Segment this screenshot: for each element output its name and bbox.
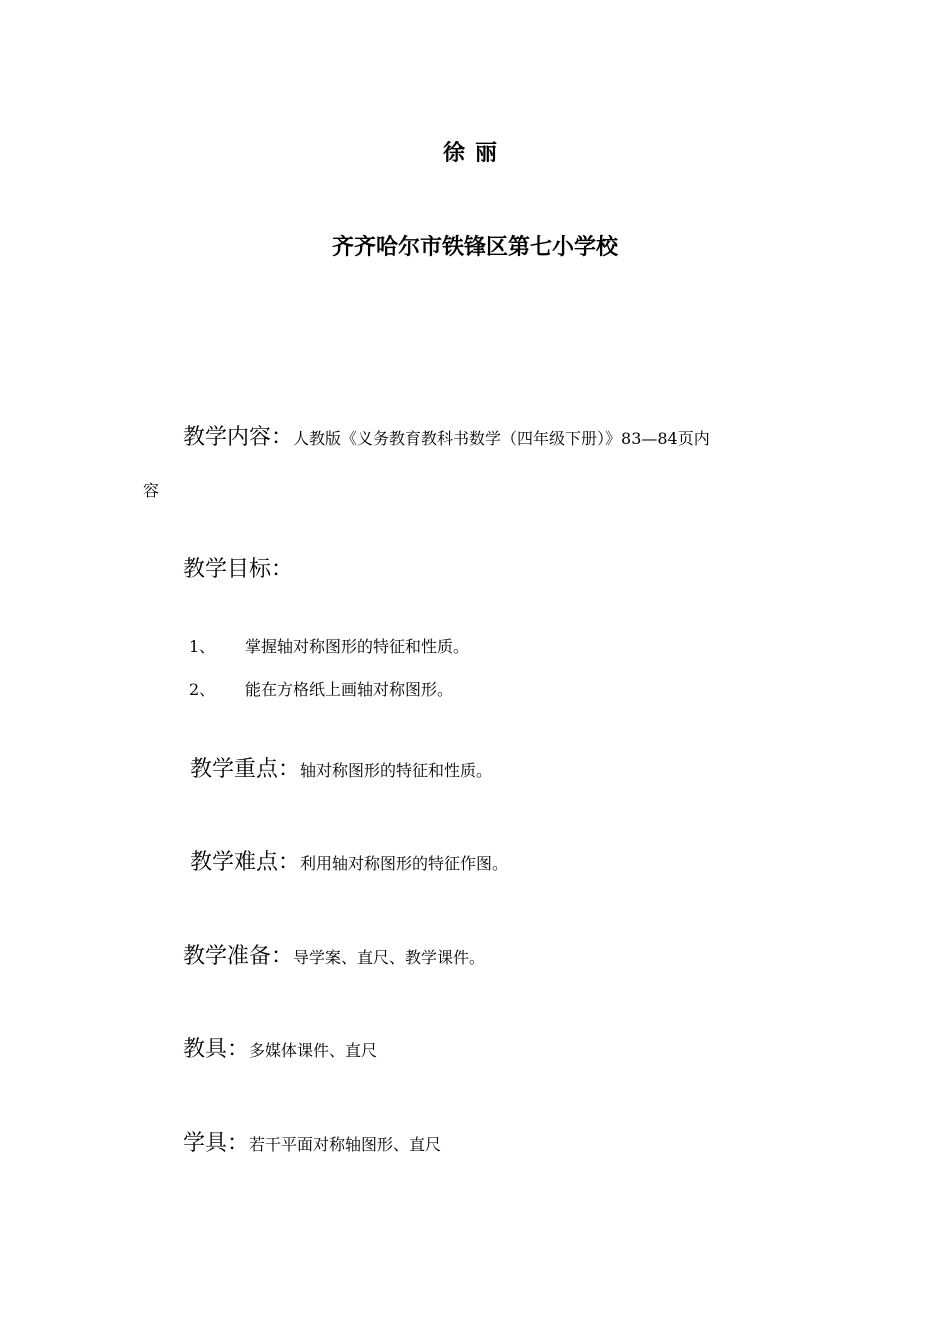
preparation-value: 导学案、直尺、教学课件。 <box>293 948 486 967</box>
teaching-content-line <box>183 420 710 451</box>
key-point-line <box>190 752 492 783</box>
teaching-aids-label: 教具： <box>183 1037 250 1062</box>
student-aids-line <box>183 1126 441 1157</box>
objective-text: 掌握轴对称图形的特征和性质。 <box>245 637 470 656</box>
difficulty-value: 利用轴对称图形的特征作图。 <box>300 854 509 873</box>
difficulty-label: 教学难点： <box>190 850 301 875</box>
objective-item <box>189 634 469 657</box>
teaching-aids-value: 多媒体课件、直尺 <box>249 1041 378 1060</box>
objective-item <box>189 677 453 700</box>
teaching-aids-line <box>183 1032 377 1063</box>
key-point-label: 教学重点： <box>190 757 301 782</box>
preparation-line <box>183 939 485 970</box>
teaching-content-label: 教学内容： <box>183 425 294 450</box>
teaching-content-continuation: 容 <box>143 481 160 500</box>
difficulty-line <box>190 845 508 876</box>
teaching-objectives-label: 教学目标： <box>183 557 294 582</box>
student-aids-value: 若干平面对称轴图形、直尺 <box>249 1135 442 1154</box>
student-aids-label: 学具： <box>183 1131 250 1156</box>
key-point-value: 轴对称图形的特征和性质。 <box>300 761 493 780</box>
author-name: 徐丽 <box>442 141 507 166</box>
objective-number: 2、 <box>189 680 216 699</box>
objective-number: 1、 <box>189 637 216 656</box>
teaching-content-value: 人教版《义务教育教科书数学（四年级下册）》83—84页内 <box>293 429 710 448</box>
objective-text: 能在方格纸上画轴对称图形。 <box>245 680 454 699</box>
preparation-label: 教学准备： <box>183 944 294 969</box>
school-name: 齐齐哈尔市铁锋区第七小学校 <box>331 235 618 260</box>
